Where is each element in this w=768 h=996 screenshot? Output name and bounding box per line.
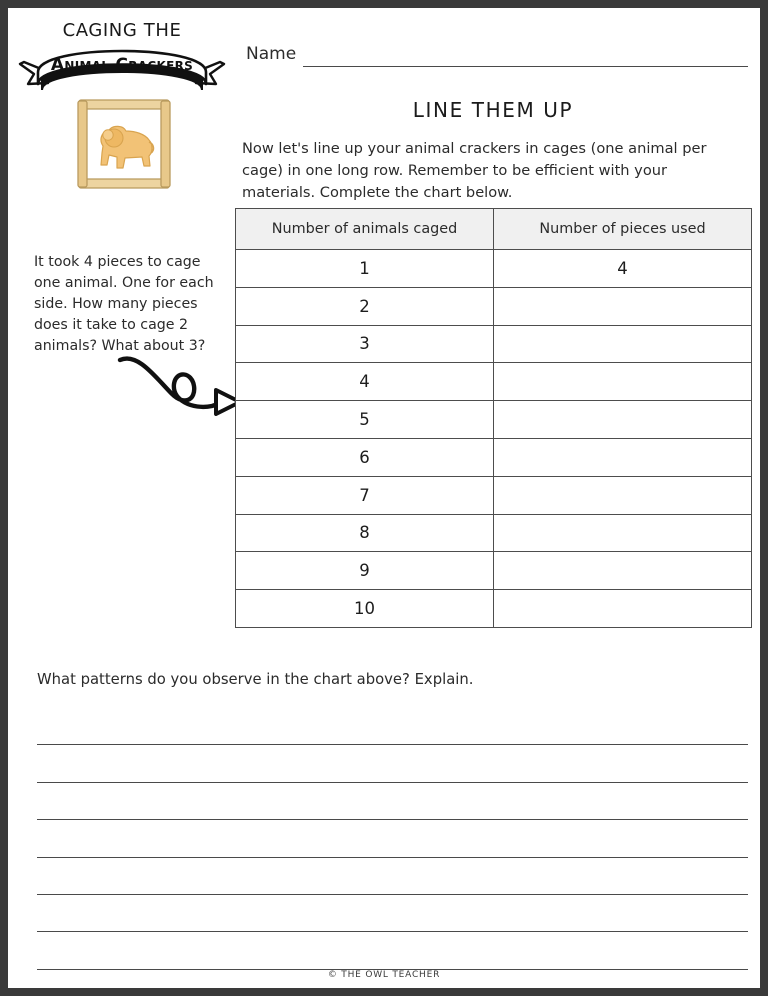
table-row	[236, 514, 752, 552]
reflection-prompt: What patterns do you observe in the chart above? Explain.	[37, 671, 474, 688]
footer-credit: © THE OWL TEACHER	[327, 970, 441, 980]
column-header-animals: Number of animals caged	[236, 209, 494, 250]
logo-top-text: CAGING THE	[62, 20, 182, 41]
table-row	[236, 476, 752, 514]
cell-pieces[interactable]	[494, 287, 752, 325]
table-row	[236, 590, 752, 628]
cell-pieces[interactable]	[494, 438, 752, 476]
page-title: LINE THEM UP	[412, 98, 574, 122]
cell-pieces[interactable]	[494, 363, 752, 401]
name-input-rule[interactable]	[303, 66, 748, 67]
data-chart-table	[235, 208, 752, 628]
cell-pieces[interactable]	[494, 401, 752, 439]
cell-animals: 2	[236, 287, 494, 325]
table-body	[236, 250, 752, 628]
table-row	[236, 401, 752, 439]
cell-animals: 6	[236, 438, 494, 476]
cell-animals: 5	[236, 401, 494, 439]
intro-paragraph: Now let's line up your animal crackers in cages (one animal per cage) in one long row. Remember to be efficient with your materials. Complete the chart below.	[242, 140, 707, 201]
lion-cracker-in-cage-icon	[73, 96, 175, 192]
cell-animals: 1	[236, 250, 494, 288]
answer-line[interactable]	[37, 745, 748, 782]
cell-pieces[interactable]	[494, 590, 752, 628]
brand-logo	[16, 12, 228, 202]
side-note-text: It took 4 pieces to cage one animal. One for each side. How many pieces does it take to cage 2 animals? What about 3?	[34, 254, 214, 354]
cell-animals: 3	[236, 325, 494, 363]
curly-arrow-right-icon	[116, 344, 242, 416]
cell-pieces[interactable]	[494, 325, 752, 363]
table-row	[236, 438, 752, 476]
worksheet-sheet	[8, 8, 760, 988]
table-header-row	[236, 209, 752, 250]
answer-line[interactable]	[37, 820, 748, 857]
table-row	[236, 325, 752, 363]
cell-animals: 9	[236, 552, 494, 590]
table-row	[236, 250, 752, 288]
column-header-pieces: Number of pieces used	[494, 209, 752, 250]
table-row	[236, 552, 752, 590]
answer-line[interactable]	[37, 708, 748, 745]
cell-animals: 4	[236, 363, 494, 401]
name-field-row	[238, 44, 748, 72]
cell-pieces[interactable]	[494, 552, 752, 590]
cell-animals: 10	[236, 590, 494, 628]
name-label: Name	[246, 44, 297, 64]
logo-banner-text: Animal Crackers	[50, 55, 194, 75]
answer-line[interactable]	[37, 932, 748, 969]
table-row	[236, 363, 752, 401]
answer-lines	[37, 708, 748, 996]
answer-line[interactable]	[37, 858, 748, 895]
cell-animals: 8	[236, 514, 494, 552]
answer-line[interactable]	[37, 895, 748, 932]
cell-pieces[interactable]	[494, 476, 752, 514]
table-row	[236, 287, 752, 325]
cell-animals: 7	[236, 476, 494, 514]
answer-line[interactable]	[37, 783, 748, 820]
cell-pieces[interactable]	[494, 514, 752, 552]
cell-pieces[interactable]: 4	[494, 250, 752, 288]
